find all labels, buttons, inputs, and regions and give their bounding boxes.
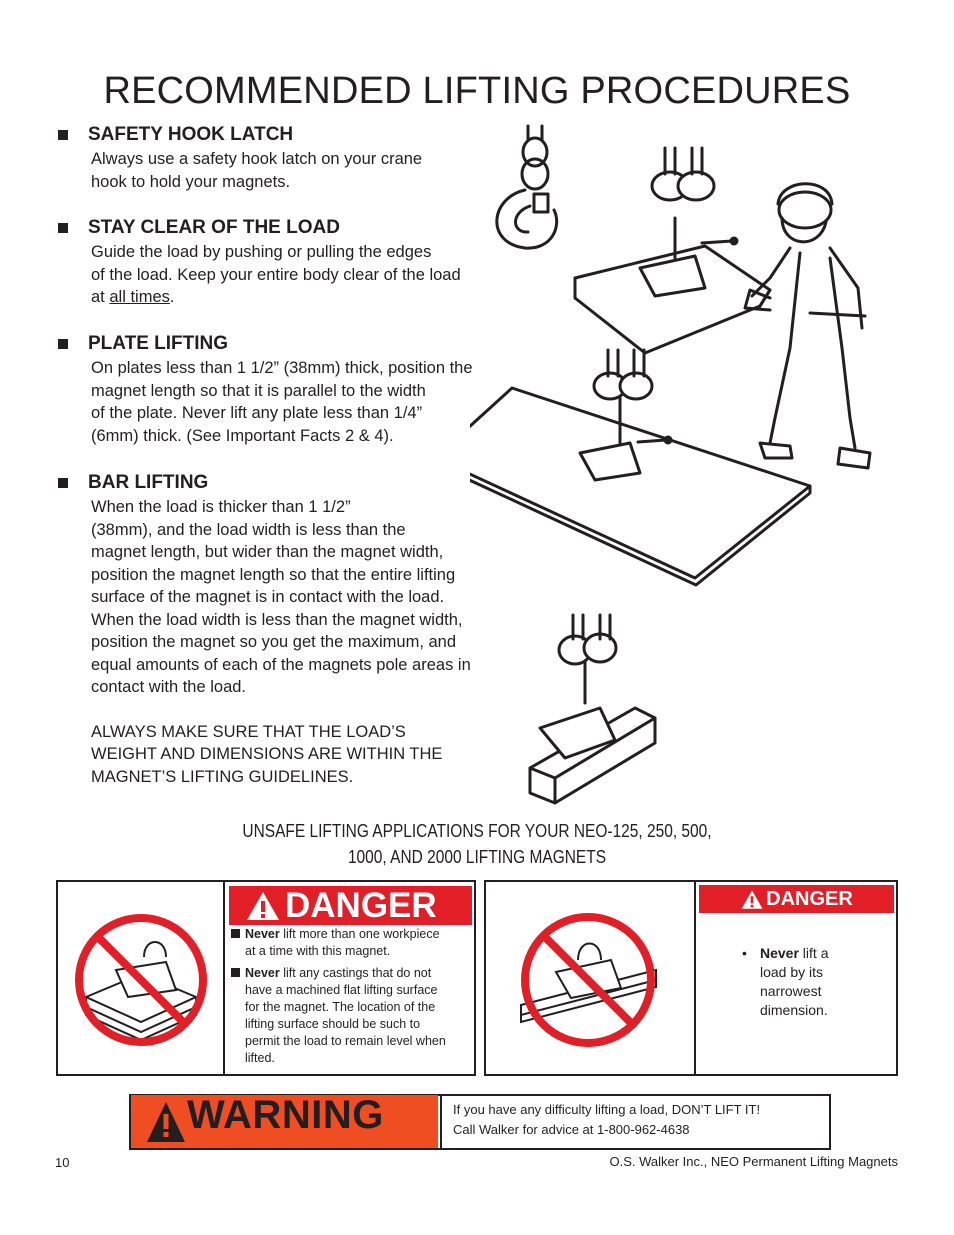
section-safety-hook-latch [58,124,422,193]
danger-notes [740,944,890,1020]
body-line: magnet length, but wider than the magnet width, [91,543,444,561]
section-stay-clear [58,217,461,309]
danger-notes [229,926,479,1067]
bullet-square [231,929,240,938]
bullet-dot: • [742,945,747,961]
body-line: When the load width is less than the magnet width, [91,610,463,629]
divider [223,882,225,1074]
danger-label [229,886,472,925]
note-line: permit the load to remain level when [245,1034,446,1048]
section-heading: SAFETY HOOK LATCH [88,124,294,145]
warning-line: If you have any difficulty lifting a load, DON’T LIFT IT! [453,1102,761,1117]
section-plate-lifting [58,333,473,447]
body-line: When the load is thicker than 1 1/2” [91,498,351,516]
warning-message [453,1100,760,1140]
worker-figure-icon [745,184,870,468]
bar-magnet-icon [530,615,655,803]
body-line: of the plate. Never lift any plate less than 1/4” [91,404,423,422]
body-line: (6mm) thick. (See Important Facts 2 & 4). [91,426,394,445]
body-line: (38mm), and the load width is less than the [91,520,406,539]
bullet-square [58,223,68,233]
guideline-note: MAGNET’S LIFTING GUIDELINES. [91,767,354,786]
note-line: lifting surface should be such to [245,1017,421,1031]
guideline-note: WEIGHT AND DIMENSIONS ARE WITHIN THE [91,745,443,763]
body-line: equal amounts of each of the magnets pole areas in [91,655,471,674]
never-bold: Never [245,927,280,941]
text-suffix: . [169,288,175,306]
bullet-square [58,339,68,349]
note-line: lift any castings that do not [279,966,432,980]
note-line: narrowest [760,983,822,999]
section-heading: STAY CLEAR OF THE LOAD [88,217,340,238]
thick-plate-magnet-icon [575,148,770,353]
note-line: lift more than one workpiece [279,927,440,941]
body-line: Always use a safety hook latch on your crane [91,150,423,168]
body-line: of the load. Keep your entire body clear of the load [91,265,461,284]
unsafe-heading-line: UNSAFE LIFTING APPLICATIONS FOR YOUR NEO-125, 250, 500, [242,821,712,841]
body-line: hook to hold your magnets. [91,172,291,191]
note-line: dimension. [760,1002,828,1018]
lifting-illustration [470,118,890,808]
guideline-note: ALWAYS MAKE SURE THAT THE LOAD’S [91,722,406,741]
danger-box-multiple-workpieces [56,880,476,1076]
body-line: On plates less than 1 1/2” (38mm) thick, position the [91,359,473,377]
body-line-last [91,286,461,309]
bullet-square [58,130,68,140]
bullet-square [231,968,240,977]
warning-triangle-icon [245,890,281,922]
page-title: RECOMMENDED LIFTING PROCEDURES [103,70,851,112]
crane-hook-icon [497,126,557,248]
divider [694,882,696,1074]
text-prefix: at [91,288,110,306]
note-line: lifted. [245,1051,275,1065]
prohibition-stacked-plates-icon [66,912,216,1047]
divider [440,1095,442,1148]
unsafe-applications-heading [67,818,887,870]
warning-triangle-icon [145,1100,187,1144]
body-line: magnet length so that it is parallel to the width [91,381,426,400]
body-line: contact with the load. [91,678,247,696]
body-line: position the magnet length so that the entire lifting [91,565,456,584]
note-line: for the magnet. The location of the [245,1000,436,1014]
body-line: Guide the load by pushing or pulling the edges [91,243,432,261]
note-line: lift a [798,945,829,961]
thin-plate-magnet-icon [470,350,810,585]
danger-text: DANGER [766,887,853,910]
danger-text: DANGER [285,885,437,925]
danger-label [699,885,894,913]
warning-triangle-icon [740,889,764,910]
note-line: at a time with this magnet. [245,944,391,958]
prohibition-narrow-bar-icon [516,910,666,1050]
page-number: 10 [55,1155,70,1170]
footer-company: O.S. Walker Inc., NEO Permanent Lifting Magnets [609,1154,898,1169]
body-line: position the magnet so you get the maximum, and [91,633,457,651]
never-bold: Never [245,966,280,980]
section-bar-lifting [58,472,471,788]
note-line: load by its [760,964,824,980]
note-line: have a machined flat lifting surface [245,983,438,997]
body-line: surface of the magnet is in contact with the load. [91,588,445,606]
warning-text: WARNING [187,1093,384,1137]
warning-line: Call Walker for advice at 1-800-962-4638 [453,1122,690,1137]
danger-box-narrowest-dimension [484,880,898,1076]
warning-label [131,1095,438,1148]
bullet-square [58,478,68,488]
never-bold: Never [760,945,799,961]
section-heading: BAR LIFTING [88,472,209,493]
unsafe-heading-line: 1000, AND 2000 LIFTING MAGNETS [347,847,607,867]
section-heading: PLATE LIFTING [88,333,229,354]
underlined-text: all times [109,288,170,306]
